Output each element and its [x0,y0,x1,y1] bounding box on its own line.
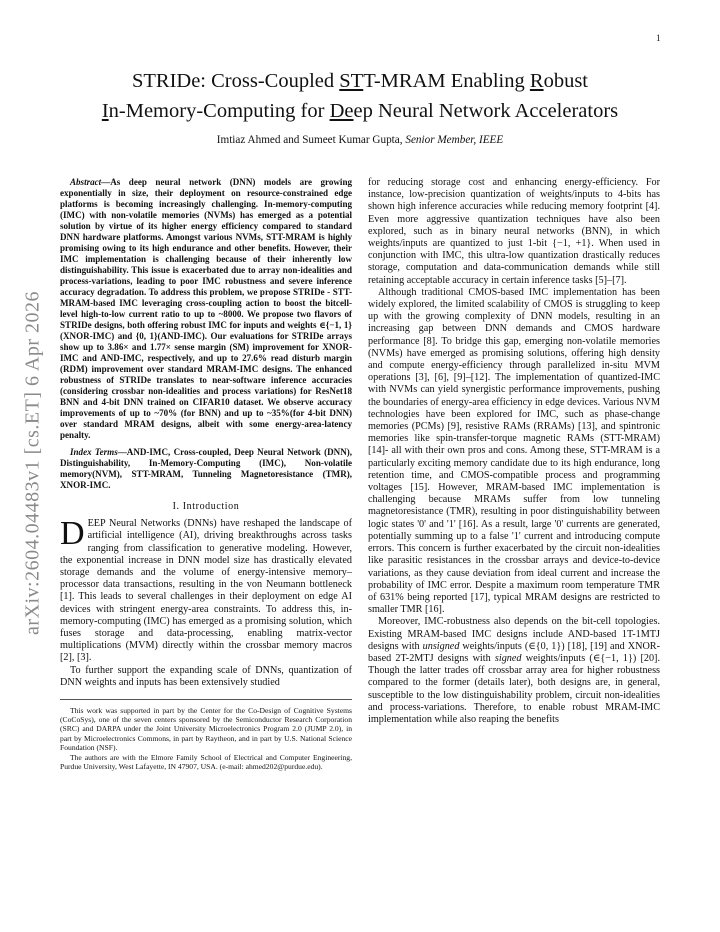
intro-paragraph-2: To further support the expanding scale of DNNs, quantization of DNN weights and inputs has been extensively studied [60,664,352,688]
title-part: T-MRAM Enabling [363,70,530,92]
abstract [60,177,352,441]
right-paragraph-2: Although traditional CMOS-based IMC implementation has been widely explored, the limited scalability of CMOS is struggling to keep up with the growing complexity of DNN models, resulting in an increasing gap between DNN demands and CMOS hardware performance [8]. To bridge this gap, emerging non-volatile memories (NVMs) have emerged as promising solutions, offering high density and compute energy-efficiency through parallelized in-situ MVM operations [3], [6], [9]–[12]. The implementation of quantized-IMC with NVMs can yield synergistic performance improvements, pushing the boundaries of energy-area efficiency in edge devices. Various NVM technologies have been explored for IMC, such as phase-change memories (PCMs) [9], resistive RAMs (RRAMs) [13], and spintronic memories like spin-transfer-torque magnetic RAMs (STT-MRAM) [14]- all with their own pros and cons. Among these, STT-MRAM is a particularly exciting memory candidate due to its high endurance, long retention time, and CMOS-compatible process and programming voltages [15]. However, MRAM-based IMC implementation is challenging because MRAMs suffer from low tunneling magnetoresistance (TMR), resulting in poor distinguishability between logic states '0' and '1' [16]. As a result, large '0' currents are generated, potentially summing up to a false '1' current and introducing compute errors. This concern is further exacerbated by the circuit non-idealities like parasitic resistances in the crossbar arrays and device-to-device variations, as they cause deviation from ideal current and increase the probability of IMC error. Despite a maximum room temperature TMR of 631% being reported [17], typical MRAM designs are restricted to smaller TMR [16]. [368,286,660,616]
author-line [60,134,660,146]
paragraph-text: weights/inputs (∈{−1, 1}) [20]. Though the latter trades off crossbar array area for higher robustness compared to the former (details later), both designs are, in general, susceptible to the low distinguishability problem, circuit non-idealities and process-variations. Therefore, to enable robust MRAM-IMC implementation while also reaping the benefits [368,652,660,725]
emphasis-signed: signed [494,652,522,664]
paragraph-text: Moreover, IMC-robustness also depends on the bit-cell topologies. Existing MRAM-based IMC designs include AND-based 1T-1MTJ designs with [368,616,660,652]
title-underlined: I [101,100,109,122]
page-number: 1 [656,33,661,43]
title-part: ep Neural Network Accelerators [353,100,619,122]
title-underlined: ST [339,70,364,92]
drop-cap: D [60,515,85,553]
paper-title [60,66,660,126]
right-paragraph-1: for reducing storage cost and enhancing energy-efficiency. For instance, low-precision quantization of weights/inputs to 4-bits has shown high inference accuracies while reducing memory footprint [4]. Even more aggressive quantization techniques have also been explored, such as in binary neural networks (BNN), in which weights/inputs are quantized to just 1-bit {−1, +1}. When used in conjunction with IMC, this ultra-low quantization drastically reduces storage, computation and data-communication demands while still retaining acceptable accuracy in certain inference tasks [5]–[7]. [368,177,660,286]
footnotes [60,699,352,771]
right-column [368,177,660,726]
title-line-1 [60,66,660,96]
abstract-text: —As deep neural network (DNN) models are growing exponentially in size, their deployment on resource-constrained edge platforms is becoming increasingly challenging. In-memory-computing (IMC) with non-volatile memories (NVMs) has emerged as a potential solution by virtue of its higher energy efficiency compared to standard DNN hardware platforms. Amongst various NVMs, STT-MRAM is highly promising owing to its high endurance and other benefits. However, their IMC implementation is challenging because of their inherently low distinguishability. This issue is exacerbated due to array non-idealities and process-variations, leading to poor IMC robustness and severe inference accuracy degradation. To address this problem, we propose STRIDe - STT-MRAM-based IMC leveraging cross-coupling action to boost the bitcell-level high-to-low current ratio to up to ~8000. We propose two flavors of STRIDe designs, both offering robust IMC for inputs and weights ∈{−1, 1}(XNOR-IMC) and {0, 1}(AND-IMC). Our evaluations for STRIDe arrays show up to 3.86× and 1.77× sense margin (SM) improvement for XNOR-IMC and AND-IMC, respectively, and up to 27.6% read disturb margin (RDM) improvement over standard MRAM-IMC designs. The enhanced robustness of STRIDe translates to near-software inference accuracies (considering crossbar non-idealities and process variations) for ResNet18 BNN and 4-bit DNN trained on CIFAR10 dataset. We observe accuracy improvements of up to ~70% (for BNN) and up to ~35%(for 4-bit DNN) over standard MRAM designs, albeit with some energy-area-latency penalty. [60,177,352,440]
title-line-2 [60,96,660,126]
author-names: Imtiaz Ahmed and Sumeet Kumar Gupta, [216,134,403,146]
section-heading: I. Introduction [172,501,240,512]
left-column [60,177,352,772]
arxiv-id: arXiv:2604.04483v1 [cs.ET] 6 Apr 2026 [21,290,44,636]
title-underlined: R [529,70,544,92]
abstract-label: Abstract [70,177,102,187]
right-paragraph-3 [368,616,660,726]
index-terms-text: —AND-IMC, Cross-coupled, Deep Neural Network (DNN), Distinguishability, In-Memory-Computing (IMC), Non-volatile memory(NVM), STT-MRAM, Tunneling Magnetoresistance (TMR), XNOR-IMC. [60,447,352,490]
paragraph-text: weights/inputs (∈{0, 1}) [18], [19] and XNOR-based 2T-2MTJ designs with [368,640,660,664]
index-terms [60,447,352,491]
footnote-funding: This work was supported in part by the Center for the Co-Design of Cognitive Systems (CoCoSys), one of the seven centers sponsored by the Semiconductor Research Corporation (SRC) and DARPA under the Joint University Microelectronics Program 2.0 (JUMP 2.0), in part by Microelectronics Commons, in part by Raytheon, and in part by U.S. National Science Foundation (NSF). [60,706,352,752]
index-terms-label: Index Terms [70,447,118,457]
title-underlined: De [329,100,354,122]
title-part: n-Memory-Computing for [108,100,330,122]
footnote-affiliation: The authors are with the Elmore Family School of Electrical and Computer Engineering, Purdue University, West Lafayette, IN 47907, USA. (e-mail: ahmed202@purdue.edu). [60,753,352,772]
emphasis-unsigned: unsigned [422,640,460,652]
title-part: obust [543,70,588,92]
intro-paragraph-1-text: EEP Neural Networks (DNNs) have reshaped the landscape of artificial intelligence (AI), driving breakthroughs across tasks ranging from classification to generative modeling. However, the exponential increase in DNN model size has drastically elevated storage demands and the volume of energy-intensive memory–processor data transactions, resulting in the von Neumann bottleneck [1]. This leads to several challenges in their deployment on edge AI devices with stringent energy-area constraints. To address this, in-memory-computing (IMC) has emerged as a promising solution, which fuses storage and data-processing, enabling matrix-vector multiplications (MVM) directly within the crossbar memory macros [2], [3]. [60,518,352,664]
intro-paragraph-1 [60,515,352,664]
title-part: STRIDe: Cross-Coupled [131,70,340,92]
author-membership: Senior Member, IEEE [405,134,504,146]
arxiv-stamp [18,238,48,688]
